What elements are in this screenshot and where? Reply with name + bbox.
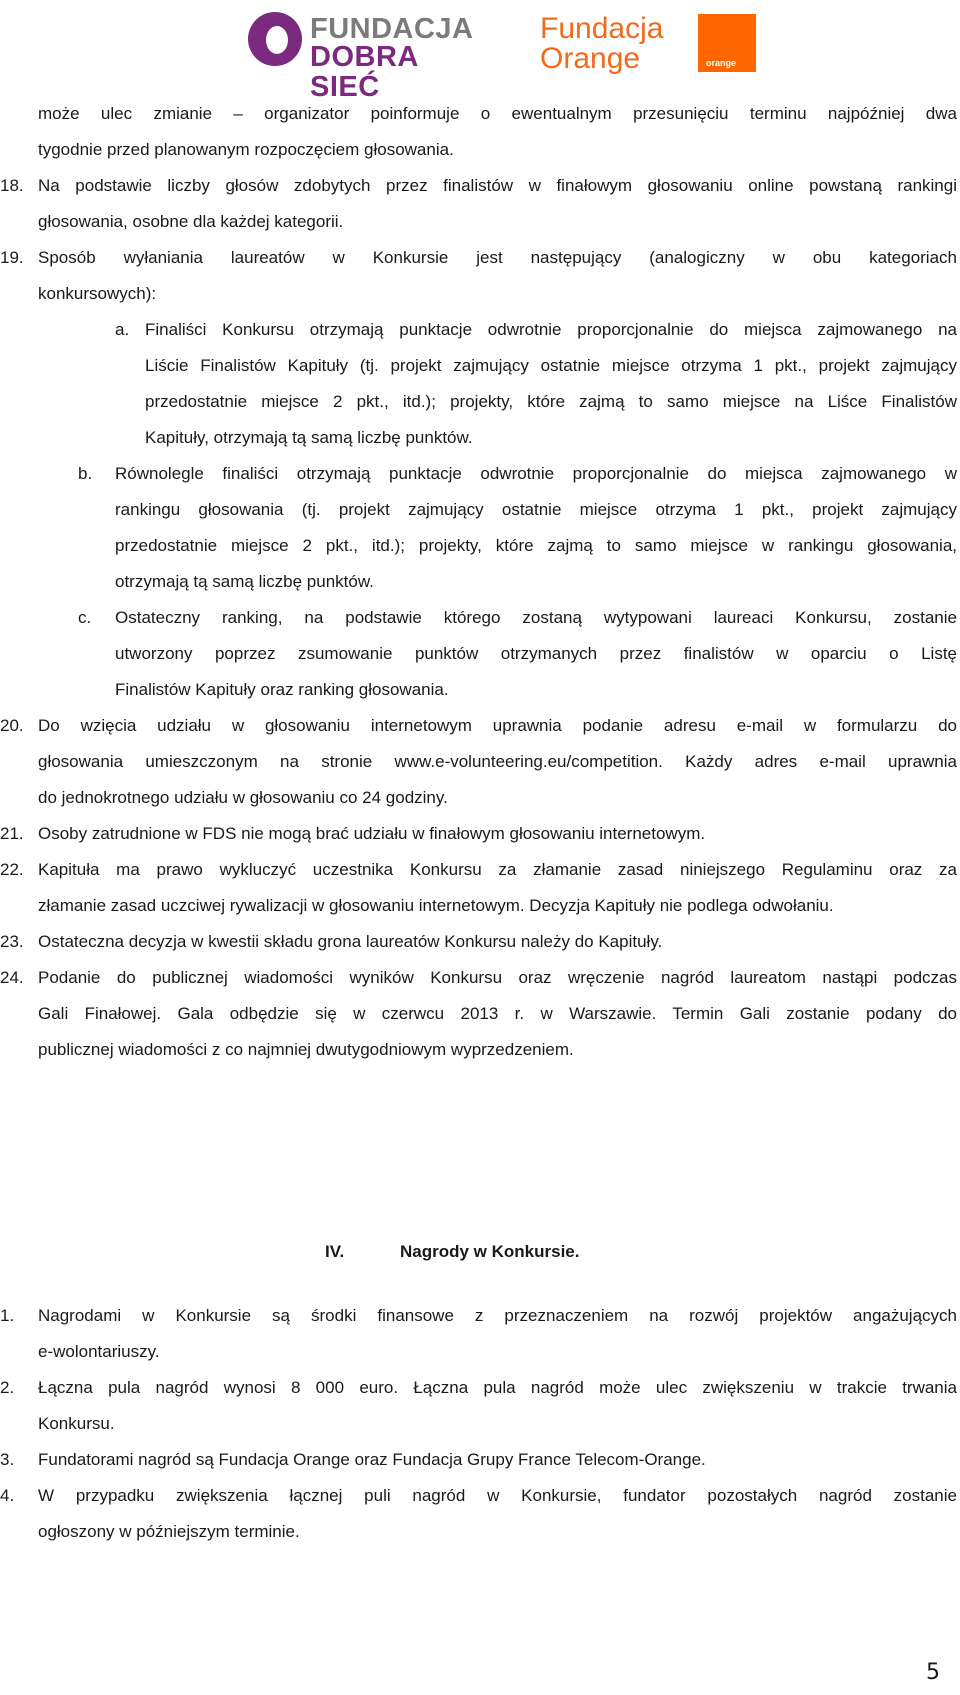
subitem-line: Ostateczny ranking, na podstawie którego zostaną wytypowani laureaci Konkursu, zostanie [115, 608, 957, 627]
item-number: 21. [0, 824, 24, 843]
paragraph-line: publicznej wiadomości z co najmniej dwutygodniowym wyprzedzeniem. [38, 1040, 574, 1059]
paragraph-line: Sposób wyłaniania laureatów w Konkursie jest następujący (analogiczny w obu kategoriach [38, 248, 957, 267]
paragraph-line: może ulec zmianie – organizator poinformuje o ewentualnym przesunięciu terminu najpóźniej dwa [38, 104, 957, 123]
item-number: 20. [0, 716, 24, 735]
section-title: Nagrody w Konkursie. [400, 1242, 580, 1261]
orange-logo-line2: Orange [540, 42, 641, 75]
subitem-line: Finaliści Konkursu otrzymają punktacje odwrotnie proporcjonalnie do miejsca zajmowanego na [145, 320, 957, 339]
item-number: 18. [0, 176, 24, 195]
subitem-line: rankingu głosowania (tj. projekt zajmujący ostatnie miejsce otrzyma 1 pkt., projekt zajmujący [115, 500, 957, 519]
prize-line: e-wolontariuszy. [38, 1342, 160, 1361]
subitem-letter: a. [115, 320, 130, 339]
prize-number: 4. [0, 1486, 15, 1505]
paragraph-line: Gali Finałowej. Gala odbędzie się w czerwcu 2013 r. w Warszawie. Termin Gali zostanie podany do [38, 1004, 957, 1023]
paragraph-line: Podanie do publicznej wiadomości wyników Konkursu oraz wręczenie nagród laureatom nastąpi podczas [38, 968, 957, 987]
page-header [0, 0, 960, 103]
prize-line: Konkursu. [38, 1414, 115, 1433]
prize-number: 3. [0, 1450, 15, 1469]
item-number: 23. [0, 932, 24, 951]
section-number: IV. [325, 1242, 345, 1261]
fundacja-orange-logo [540, 10, 760, 74]
paragraph-line: Ostateczna decyzja w kwestii składu grona laureatów Konkursu należy do Kapituły. [38, 932, 663, 951]
fundacja-dobra-siec-logo [248, 8, 474, 103]
subitem-line: Finalistów Kapituły oraz ranking głosowania. [115, 680, 449, 699]
prize-line: Fundatorami nagród są Fundacja Orange oraz Fundacja Grupy France Telecom-Orange. [38, 1450, 706, 1469]
subitem-line: Równolegle finaliści otrzymają punktacje odwrotnie proporcjonalnie do miejsca zajmowanego w [115, 464, 957, 483]
fds-logo-line1: FUNDACJA [310, 13, 474, 45]
prize-line: Nagrodami w Konkursie są środki finansowe z przeznaczeniem na rozwój projektów angażujących [38, 1306, 957, 1325]
paragraph-line: głosowania, osobne dla każdej kategorii. [38, 212, 344, 231]
subitem-line: Kapituły, otrzymają tą samą liczbę punktów. [145, 428, 473, 447]
paragraph-line: Do wzięcia udziału w głosowaniu internetowym uprawnia podanie adresu e-mail w formularzu do [38, 716, 957, 735]
prize-line: ogłoszony w późniejszym terminie. [38, 1522, 300, 1541]
prize-line: W przypadku zwiększenia łącznej puli nagród w Konkursie, fundator pozostałych nagród zostanie [38, 1486, 957, 1505]
paragraph-line: Osoby zatrudnione w FDS nie mogą brać udziału w finałowym głosowaniu internetowym. [38, 824, 706, 843]
orange-square-icon: orange [698, 14, 756, 72]
item-number: 24. [0, 968, 24, 987]
fds-logo-mark-icon [248, 12, 302, 66]
subitem-line: przedostatnie miejsce 2 pkt., itd.); projekty, które zajmą to samo miejsce w rankingu głosowania, [115, 536, 957, 555]
paragraph-line: głosowania umieszczonym na stronie www.e-volunteering.eu/competition. Każdy adres e-mail uprawnia [38, 752, 957, 771]
paragraph-line: konkursowych): [38, 284, 157, 303]
item-number: 19. [0, 248, 24, 267]
subitem-line: Liście Finalistów Kapituły (tj. projekt zajmujący ostatnie miejsce otrzyma 1 pkt., projekt zajmujący [145, 356, 957, 375]
page-number: 5 [926, 1660, 940, 1685]
prize-number: 1. [0, 1306, 15, 1325]
paragraph-line: do jednokrotnego udziału w głosowaniu co 24 godziny. [38, 788, 448, 807]
subitem-line: utworzony poprzez zsumowanie punktów otrzymanych przez finalistów w oparciu o Listę [115, 644, 957, 663]
subitem-line: przedostatnie miejsce 2 pkt., itd.); projekty, które zajmą to samo miejsce na Liśce Finalistów [145, 392, 957, 411]
prize-number: 2. [0, 1378, 15, 1397]
orange-logo-line1: Fundacja [540, 12, 664, 45]
paragraph-line: Kapituła ma prawo wykluczyć uczestnika Konkursu za złamanie zasad niniejszego Regulaminu oraz za [38, 860, 957, 879]
subitem-letter: b. [78, 464, 93, 483]
prize-line: Łączna pula nagród wynosi 8 000 euro. Łączna pula nagród może ulec zwiększeniu w trakcie trwania [38, 1378, 957, 1397]
paragraph-line: tygodnie przed planowanym rozpoczęciem głosowania. [38, 140, 454, 159]
subitem-line: otrzymają tą samą liczbę punktów. [115, 572, 374, 591]
subitem-letter: c. [78, 608, 92, 627]
paragraph-line: Na podstawie liczby głosów zdobytych przez finalistów w finałowym głosowaniu online powstaną rankingi [38, 176, 957, 195]
fds-logo-line2: DOBRA SIEĆ [310, 41, 418, 103]
item-number: 22. [0, 860, 24, 879]
paragraph-line: złamanie zasad uczciwej rywalizacji w głosowaniu internetowym. Decyzja Kapituły nie podlega odwołaniu. [38, 896, 834, 915]
